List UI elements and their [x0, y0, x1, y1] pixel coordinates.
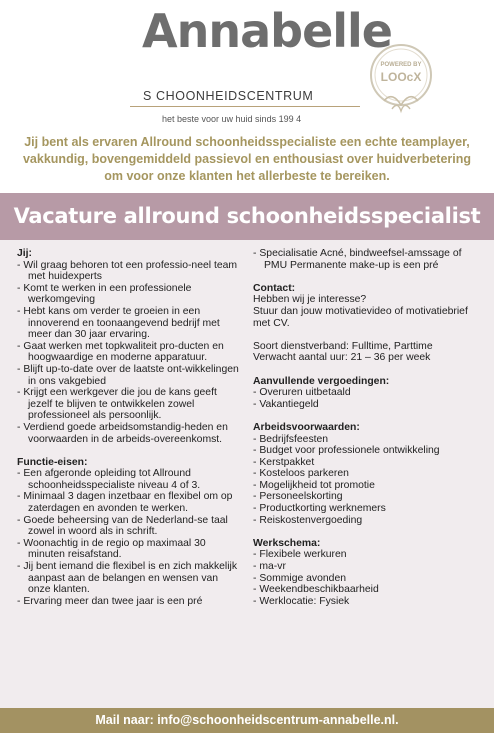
- spacer: [17, 445, 243, 457]
- section-heading-werkschema: Werkschema:: [253, 537, 321, 549]
- arbeidsvoorwaarden-list: [253, 434, 485, 527]
- brand-tagline: het beste voor uw huid sinds 199 4: [162, 114, 302, 124]
- list-item: - Kerstpakket: [253, 457, 485, 469]
- contact-line: Hebben wij je interesse?: [253, 294, 367, 306]
- list-item: - Personeelskorting: [253, 491, 485, 503]
- spacer: [253, 364, 485, 376]
- brand-subtitle: S CHOONHEIDSCENTRUM: [143, 89, 314, 103]
- list-item: - Blijft up-to-date over de laatste ont-wikkelingen in ons vakgebied: [17, 364, 243, 387]
- list-item: - Weekendbeschikbaarheid: [253, 584, 485, 596]
- list-item: - Flexibele werkuren: [253, 549, 485, 561]
- list-item: - Woonachtig in de regio op maximaal 30 minuten reisafstand.: [17, 538, 243, 561]
- spacer: [253, 271, 485, 283]
- dienstverband-text: Soort dienstverband: Fulltime, Parttime: [253, 340, 433, 352]
- page-title: Vacature allround schoonheidsspecialist: [13, 204, 481, 228]
- list-item: - Reiskostenvergoeding: [253, 515, 485, 527]
- section-heading-arbeidsvoorwaarden: Arbeidsvoorwaarden:: [253, 421, 360, 433]
- vergoedingen-list: [253, 387, 485, 410]
- list-item: - Werklocatie: Fysiek: [253, 596, 485, 608]
- jij-list: [17, 260, 243, 446]
- functie-eisen-list: [17, 468, 243, 607]
- header: [0, 0, 494, 126]
- section-heading-contact: Contact:: [253, 282, 296, 294]
- contact-line: Stuur dan jouw motivatievideo of motivatiebrief met CV.: [253, 305, 468, 329]
- list-item: - Gaat werken met topkwaliteit pro-ducten en hoogwaardige en moderne apparatuur.: [17, 341, 243, 364]
- list-item: - Goede beheersing van de Nederland-se taal zowel in woord als in schrift.: [17, 515, 243, 538]
- list-item: - Komt te werken in een professionele werkomgeving: [17, 283, 243, 306]
- list-item: - Hebt kans om verder te groeien in een innoverend en toonaangevend bedrijf met meer dan 30 jaar ervaring.: [17, 306, 243, 341]
- left-column: [17, 248, 243, 607]
- intro-text: Jij bent als ervaren Allround schoonheidsspecialiste een echte teamplayer, vakkundig, bovengemiddeld passievol en enthousiast over huidverbetering om voor onze klanten het allerbeste te bereiken.: [22, 135, 472, 183]
- section-heading-functie-eisen: Functie-eisen:: [17, 456, 88, 468]
- list-item: - Productkorting werknemers: [253, 503, 485, 515]
- list-item: - Bedrijfsfeesten: [253, 434, 485, 446]
- spacer: [253, 329, 485, 341]
- list-item: - Sommige avonden: [253, 573, 485, 585]
- list-item: - Kosteloos parkeren: [253, 468, 485, 480]
- section-heading-jij: Jij:: [17, 248, 33, 259]
- list-item: - Krijgt een werkgever die jou de kans geeft jezelf te blijven te ontwikkelen zowel professioneel als persoonlijk.: [17, 387, 243, 422]
- list-item: - Wil graag behoren tot een professio-neel team met huidexperts: [17, 260, 243, 283]
- brand-logo: Annabelle: [142, 4, 392, 58]
- werkschema-list: [253, 549, 485, 607]
- logo-divider: [130, 106, 360, 107]
- extra-eisen-list: [253, 248, 485, 271]
- footer-mail: Mail naar: info@schoonheidscentrum-annabelle.nl.: [0, 708, 494, 733]
- spacer: [253, 410, 485, 422]
- badge-mark-text: LOOcX: [380, 70, 422, 84]
- loocx-badge-icon: [362, 39, 440, 117]
- list-item: - Vakantiegeld: [253, 399, 485, 411]
- list-item: - Overuren uitbetaald: [253, 387, 485, 399]
- list-item: - Minimaal 3 dagen inzetbaar en flexibel om op zaterdagen en avonden te werken.: [17, 491, 243, 514]
- content-panel: [0, 240, 494, 708]
- right-column: [253, 248, 485, 607]
- section-heading-vergoedingen: Aanvullende vergoedingen:: [253, 375, 390, 387]
- list-item: - Budget voor professionele ontwikkeling: [253, 445, 485, 457]
- list-item: - Mogelijkheid tot promotie: [253, 480, 485, 492]
- list-item: - Jij bent iemand die flexibel is en zich makkelijk aanpast aan de belangen en wensen van onze klanten.: [17, 561, 243, 596]
- spacer: [253, 526, 485, 538]
- list-item: - Specialisatie Acné, bindweefsel-amssage of PMU Permanente make-up is een pré: [253, 248, 485, 271]
- title-banner: [0, 193, 494, 240]
- badge-top-text: POWERED BY: [380, 62, 422, 68]
- list-item: - ma-vr: [253, 561, 485, 573]
- uren-text: Verwacht aantal uur: 21 – 36 per week: [253, 352, 431, 364]
- list-item: - Verdiend goede arbeidsomstandig-heden en voorwaarden in de arbeids-overeenkomst.: [17, 422, 243, 445]
- list-item: - Een afgeronde opleiding tot Allround schoonheidsspecialiste niveau 4 of 3.: [17, 468, 243, 491]
- list-item: - Ervaring meer dan twee jaar is een pré: [17, 596, 243, 608]
